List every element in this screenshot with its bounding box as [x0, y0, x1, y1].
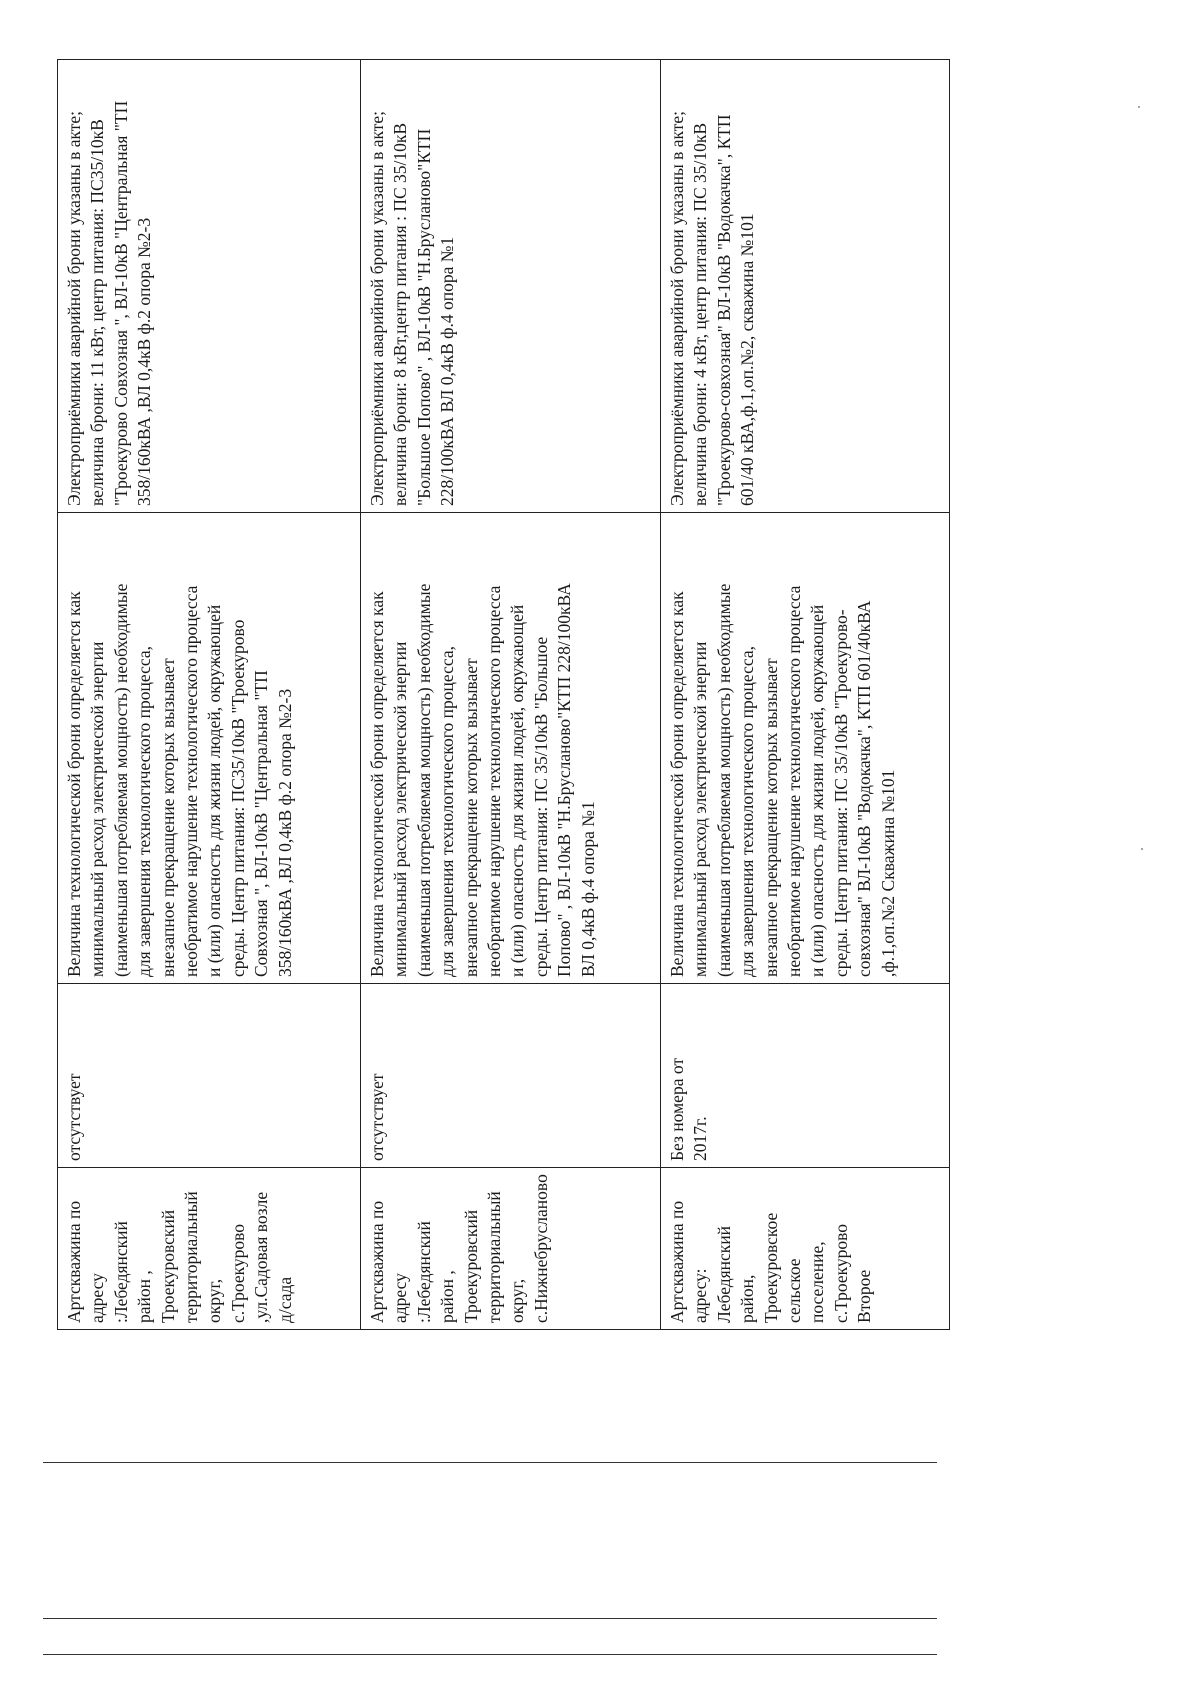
table-row	[58, 60, 361, 1330]
reservation-table	[57, 59, 950, 1330]
scan-speck	[1141, 848, 1143, 850]
object-address-cell: Артскважина по адресу :Лебедянский район , Троекуровский территориальный округ, с.Троекурово ,ул.Садовая возле д/сада	[58, 1168, 361, 1330]
horizontal-rule	[43, 1654, 937, 1655]
horizontal-rule	[43, 1618, 937, 1619]
object-address-cell: Артскважина по адресу: Лебедянский район, Троекуровское сельское поселение, с.Троекурово Второе	[661, 1168, 950, 1330]
technological-reserve-cell: Величина технологической брони определяется как минимальный расход электрической энергии (наименьшая потребляемая мощность) необходимые для завершения технологического процесса, внезапное прекращение которых вызывает необратимое нарушение технологического процесса и (или) опасность для жизни людей, окружающей среды. Центр питания: ПС 35/10кВ "Большое Попово" , ВЛ-10кВ "Н.Брусланово"КТП 228/100кВА ВЛ 0,4кВ ф.4 опора №1	[361, 513, 661, 984]
table-row	[361, 60, 661, 1330]
act-reference-cell: отсутствует	[58, 984, 361, 1168]
act-reference-cell: Без номера от 2017г.	[661, 984, 950, 1168]
technological-reserve-cell: Величина технологической брони определяется как минимальный расход электрической энергии (наименьшая потребляемая мощность) необходимые для завершения технологического процесса, внезапное прекращение которых вызывает необратимое нарушение технологического процесса и (или) опасность для жизни людей, окружающей среды. Центр питания: ПС35/10кВ "Троекурово Совхозная ", ВЛ-10кВ "Центральная "ТП 358/160кВА ,ВЛ 0,4кВ ф.2 опора №2-3	[58, 513, 361, 984]
horizontal-rule	[43, 1462, 937, 1463]
scan-speck	[1138, 106, 1140, 108]
emergency-reserve-cell: Электроприёмники аварийной брони указаны в акте; величина брони: 11 кВт, центр питания: ПС35/10кВ "Троекурово Совхозная ", ВЛ-10кВ "Центральная "ТП 358/160кВА ,ВЛ 0,4кВ ф.2 опора №2-3	[58, 60, 361, 513]
rotated-table-wrapper	[57, 60, 949, 1330]
table-row	[661, 60, 950, 1330]
technological-reserve-cell: Величина технологической брони определяется как минимальный расход электрической энергии (наименьшая потребляемая мощность) необходимые для завершения технологического процесса, внезапное прекращение которых вызывает необратимое нарушение технологического процесса и (или) опасность для жизни людей, окружающей среды. Центр питания: ПС 35/10кВ "Троекурово- совхозная" ВЛ-10кВ "Водокачка", КТП 601/40кВА ,ф.1,оп.№2 Скважина №101	[661, 513, 950, 984]
emergency-reserve-cell: Электроприёмники аварийной брони указаны в акте; величина брони: 8 кВт,центр питания : ПС 35/10кВ "Большое Попово" , ВЛ-10кВ "Н.Брусланово"КТП 228/100кВА ВЛ 0,4кВ ф.4 опора №1	[361, 60, 661, 513]
object-address-cell: Артскважина по адресу :Лебедянский район , Троекуровский территориальный округ, с.Нижнебрусланово	[361, 1168, 661, 1330]
emergency-reserve-cell: Электроприёмники аварийной брони указаны в акте; величина брони: 4 кВт, центр питания: ПС 35/10кВ "Троекурово-совхозная" ВЛ-10кВ "Водокачка", КТП 601/40 кВА,ф.1,оп.№2, скважина №101	[661, 60, 950, 513]
act-reference-cell: отсутствует	[361, 984, 661, 1168]
